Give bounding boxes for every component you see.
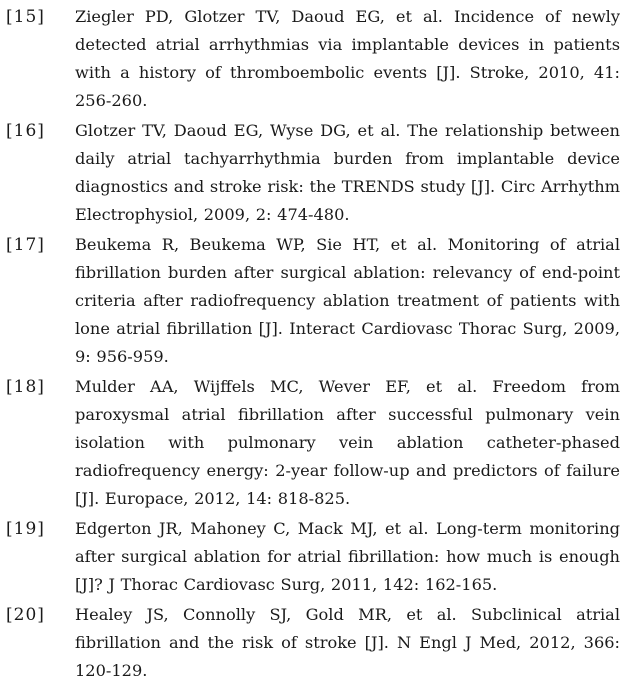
reference-number: [16] [6, 121, 45, 141]
reference-item [0, 117, 640, 229]
reference-item [0, 373, 640, 513]
reference-number: [17] [6, 235, 45, 255]
reference-number: [18] [6, 377, 45, 397]
reference-item [0, 515, 640, 599]
reference-number: [20] [6, 605, 45, 625]
reference-text: Beukema R, Beukema WP, Sie HT, et al. Monitoring of atrial fibrillation burden after surgical ablation: relevancy of end-point criteria after radiofrequency ablation treatment of patients with lone atrial fibrillation [J]. Interact Cardiovasc Thorac Surg, 2009, 9: 956-959. [75, 235, 620, 366]
reference-number: [19] [6, 519, 45, 539]
reference-text: Healey JS, Connolly SJ, Gold MR, et al. Subclinical atrial fibrillation and the risk of stroke [J]. N Engl J Med, 2012, 366: 120-129. [75, 605, 620, 680]
reference-text: Edgerton JR, Mahoney C, Mack MJ, et al. Long-term monitoring after surgical ablation for atrial fibrillation: how much is enough [J]? J Thorac Cardiovasc Surg, 2011, 142: 162-165. [75, 519, 620, 594]
reference-item [0, 601, 640, 685]
reference-number: [15] [6, 7, 45, 27]
reference-item [0, 3, 640, 115]
reference-text: Glotzer TV, Daoud EG, Wyse DG, et al. The relationship between daily atrial tachyarrhythmia burden from implantable device diagnostics and stroke risk: the TRENDS study [J]. Circ Arrhythm Electrophysiol, 2009, 2: 474-480. [75, 121, 620, 224]
reference-text: Ziegler PD, Glotzer TV, Daoud EG, et al. Incidence of newly detected atrial arrhythmias via implantable devices in patients with a history of thromboembolic events [J]. Stroke, 2010, 41: 256-260. [75, 7, 620, 110]
reference-text: Mulder AA, Wijffels MC, Wever EF, et al. Freedom from paroxysmal atrial fibrillation after successful pulmonary vein isolation with pulmonary vein ablation catheter-phased radiofrequency energy: 2-year follow-up and predictors of failure [J]. Europace, 2012, 14: 818-825. [75, 377, 620, 508]
reference-item [0, 231, 640, 371]
